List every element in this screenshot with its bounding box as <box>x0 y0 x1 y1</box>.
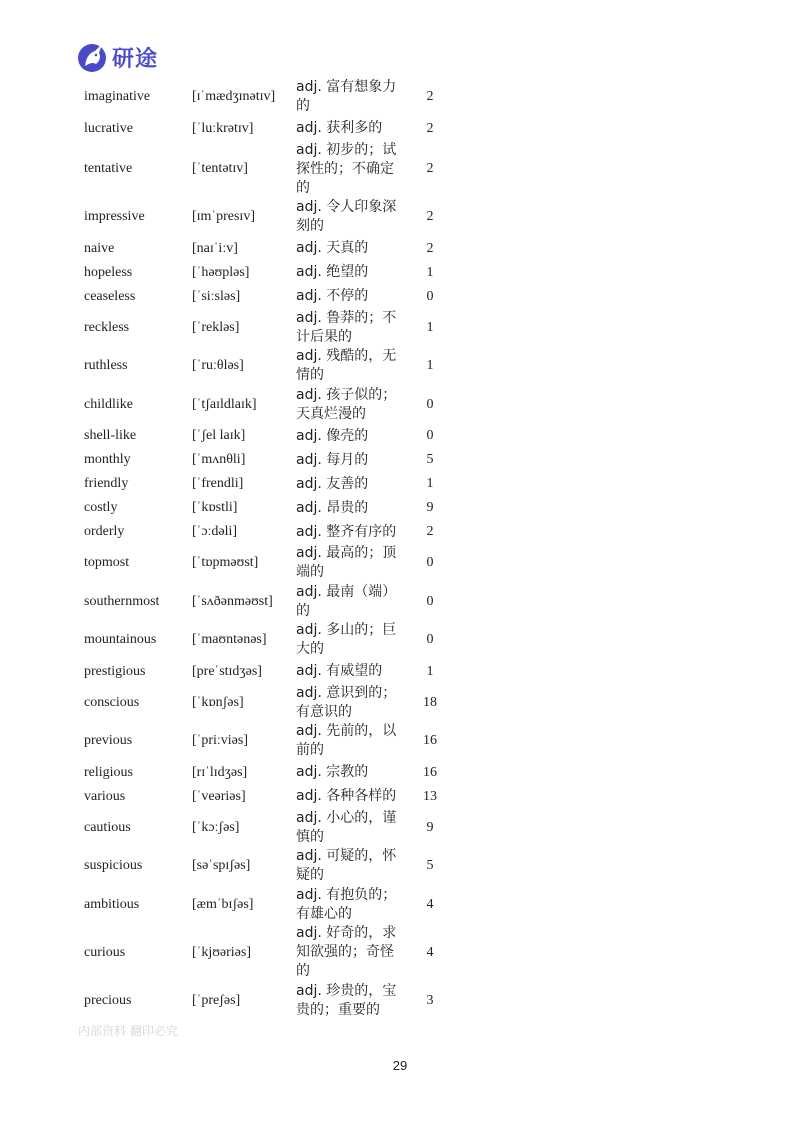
frequency-cell: 16 <box>423 764 437 780</box>
table-row <box>84 448 454 472</box>
pronunciation-cell: [ˈkɒnʃəs] <box>192 694 244 710</box>
word-cell: ceaseless <box>84 288 136 304</box>
pronunciation-cell: [ˈfrendli] <box>192 476 244 491</box>
pronunciation-cell: [ˈkɔːʃəs] <box>192 819 240 835</box>
table-row <box>84 261 454 285</box>
frequency-cell: 5 <box>426 452 434 467</box>
pronunciation-cell: [ˈruːθləs] <box>192 358 244 374</box>
word-cell: hopeless <box>84 264 133 280</box>
word-cell: tentative <box>84 161 133 177</box>
word-cell: friendly <box>84 476 129 491</box>
frequency-cell: 0 <box>426 555 434 571</box>
pronunciation-cell: [ˈmaʊntənəs] <box>192 632 267 648</box>
table-row <box>84 982 454 1021</box>
table-row <box>84 386 454 425</box>
definition-cell: adj. 孩子似的；天真烂漫的 <box>296 386 397 422</box>
pronunciation-cell: [səˈspɪʃəs] <box>192 858 251 874</box>
pronunciation-cell: [ˈtʃaɪldlaɪk] <box>192 396 257 412</box>
table-row <box>84 544 454 583</box>
definition-cell: adj. 珍贵的，宝贵的；重要的 <box>296 982 397 1018</box>
pronunciation-cell: [ɪmˈpresɪv] <box>192 209 255 225</box>
table-row <box>84 847 454 886</box>
frequency-cell: 4 <box>426 944 434 960</box>
definition-cell: adj. 宗教的 <box>296 764 369 780</box>
frequency-cell: 9 <box>426 500 434 515</box>
pronunciation-cell: [ˈʃel laɪk] <box>192 428 246 443</box>
table-row <box>84 583 454 622</box>
word-cell: religious <box>84 764 133 780</box>
pronunciation-cell: [rɪˈlɪdʒəs] <box>192 764 248 780</box>
word-cell: ruthless <box>84 358 128 374</box>
frequency-cell: 0 <box>426 632 434 648</box>
definition-cell: adj. 好奇的，求知欲强的；奇怪的 <box>296 925 397 980</box>
word-cell: monthly <box>84 452 131 467</box>
pronunciation-cell: [preˈstɪdʒəs] <box>192 663 262 679</box>
frequency-cell: 18 <box>423 694 437 710</box>
pronunciation-cell: [ɪˈmædʒɪnətɪv] <box>192 89 276 105</box>
frequency-cell: 0 <box>426 396 434 412</box>
footer-note: 内部资料 翻印必究 <box>78 1024 178 1038</box>
word-cell: topmost <box>84 555 130 571</box>
pronunciation-cell: [ˈluːkrətɪv] <box>192 120 254 136</box>
definition-cell: adj. 天真的 <box>296 240 369 256</box>
frequency-cell: 3 <box>426 992 434 1008</box>
frequency-cell: 1 <box>426 264 434 280</box>
table-row <box>84 886 454 925</box>
definition-cell: adj. 令人印象深刻的 <box>296 199 397 235</box>
frequency-cell: 0 <box>426 593 434 609</box>
header <box>76 40 158 74</box>
frequency-cell: 1 <box>426 663 434 679</box>
definition-cell: adj. 整齐有序的 <box>296 523 397 540</box>
table-row <box>84 722 454 761</box>
frequency-cell: 2 <box>426 89 434 105</box>
frequency-cell: 4 <box>426 896 434 912</box>
word-cell: childlike <box>84 396 133 412</box>
table-row <box>84 684 454 723</box>
frequency-cell: 2 <box>426 209 434 225</box>
frequency-cell: 1 <box>426 476 434 491</box>
pronunciation-cell: [ˈsʌðənməʊst] <box>192 593 273 609</box>
word-cell: costly <box>84 500 118 515</box>
table-row <box>84 520 454 544</box>
pronunciation-cell: [ˈkɒstli] <box>192 500 238 515</box>
frequency-cell: 2 <box>426 240 434 256</box>
word-cell: curious <box>84 944 126 960</box>
pronunciation-cell: [naɪˈiːv] <box>192 240 238 256</box>
definition-cell: adj. 多山的；巨大的 <box>296 622 397 658</box>
table-row <box>84 809 454 848</box>
pronunciation-cell: [ˈtɒpməʊst] <box>192 555 259 571</box>
definition-cell: adj. 最南（端）的 <box>296 583 397 619</box>
definition-cell: adj. 最高的；顶端的 <box>296 545 397 581</box>
table-row <box>84 424 454 448</box>
definition-cell: adj. 意识到的；有意识的 <box>296 684 397 720</box>
word-cell: precious <box>84 992 132 1008</box>
definition-cell: adj. 有抱负的；有雄心的 <box>296 886 397 922</box>
pronunciation-cell: [ˈpriːviəs] <box>192 733 248 749</box>
table-row <box>84 237 454 261</box>
table-row <box>84 78 454 117</box>
definition-cell: adj. 富有想象力的 <box>296 79 397 115</box>
table-row <box>84 472 454 496</box>
table-row <box>84 141 454 199</box>
table-row <box>84 309 454 348</box>
frequency-cell: 9 <box>426 819 434 835</box>
word-cell: cautious <box>84 819 131 835</box>
frequency-cell: 0 <box>426 428 434 443</box>
vocabulary-table <box>84 78 454 1020</box>
pronunciation-cell: [ˈkjʊəriəs] <box>192 944 251 960</box>
definition-cell: adj. 绝望的 <box>296 264 369 280</box>
word-cell: southernmost <box>84 593 160 609</box>
definition-cell: adj. 先前的，以前的 <box>296 723 397 759</box>
word-cell: naive <box>84 240 115 256</box>
frequency-cell: 0 <box>426 288 434 304</box>
definition-cell: adj. 鲁莽的；不计后果的 <box>296 309 397 345</box>
word-cell: imaginative <box>84 89 151 105</box>
pronunciation-cell: [ˈpreʃəs] <box>192 992 241 1008</box>
pronunciation-cell: [æmˈbɪʃəs] <box>192 896 254 912</box>
definition-cell: adj. 小心的，谨慎的 <box>296 809 397 845</box>
pronunciation-cell: [ˈmʌnθli] <box>192 452 246 467</box>
frequency-cell: 1 <box>426 358 434 374</box>
definition-cell: adj. 每月的 <box>296 451 369 468</box>
table-row <box>84 924 454 982</box>
word-cell: ambitious <box>84 896 140 912</box>
word-cell: mountainous <box>84 632 157 648</box>
word-cell: impressive <box>84 209 145 225</box>
table-row <box>84 285 454 309</box>
table-row <box>84 347 454 386</box>
word-cell: conscious <box>84 694 140 710</box>
definition-cell: adj. 昂贵的 <box>296 499 369 516</box>
word-cell: lucrative <box>84 120 133 136</box>
definition-cell: adj. 各种各样的 <box>296 788 397 804</box>
word-cell: previous <box>84 733 133 749</box>
frequency-cell: 13 <box>423 788 437 804</box>
page-number: 29 <box>392 1058 408 1073</box>
pronunciation-cell: [ˈhəʊpləs] <box>192 264 250 280</box>
table-row <box>84 761 454 785</box>
definition-cell: adj. 不停的 <box>296 288 369 304</box>
definition-cell: adj. 可疑的，怀疑的 <box>296 848 397 884</box>
frequency-cell: 2 <box>426 524 434 539</box>
table-row <box>84 660 454 684</box>
unicorn-logo-icon <box>76 41 108 73</box>
pronunciation-cell: [ˈtentətɪv] <box>192 161 248 177</box>
frequency-cell: 2 <box>426 120 434 136</box>
frequency-cell: 5 <box>426 858 434 874</box>
word-cell: suspicious <box>84 858 143 874</box>
definition-cell: adj. 初步的；试探性的；不确定的 <box>296 141 397 196</box>
definition-cell: adj. 获利多的 <box>296 120 383 136</box>
word-cell: prestigious <box>84 663 146 679</box>
pronunciation-cell: [ˈrekləs] <box>192 319 240 335</box>
frequency-cell: 16 <box>423 733 437 749</box>
word-cell: reckless <box>84 319 130 335</box>
definition-cell: adj. 有威望的 <box>296 663 383 679</box>
pronunciation-cell: [ˈveəriəs] <box>192 788 246 804</box>
table-row <box>84 621 454 660</box>
pronunciation-cell: [ˈsiːsləs] <box>192 288 241 304</box>
pronunciation-cell: [ˈɔːdəli] <box>192 524 238 539</box>
definition-cell: adj. 友善的 <box>296 475 369 492</box>
word-cell: shell-like <box>84 428 137 443</box>
definition-cell: adj. 残酷的，无情的 <box>296 348 397 384</box>
word-cell: orderly <box>84 524 125 539</box>
word-cell: various <box>84 788 126 804</box>
table-row <box>84 496 454 520</box>
table-row <box>84 785 454 809</box>
table-row <box>84 117 454 141</box>
table-row <box>84 198 454 237</box>
definition-cell: adj. 像壳的 <box>296 427 369 444</box>
frequency-cell: 1 <box>426 319 434 335</box>
frequency-cell: 2 <box>426 161 434 177</box>
brand-name: 研途 <box>112 46 159 72</box>
